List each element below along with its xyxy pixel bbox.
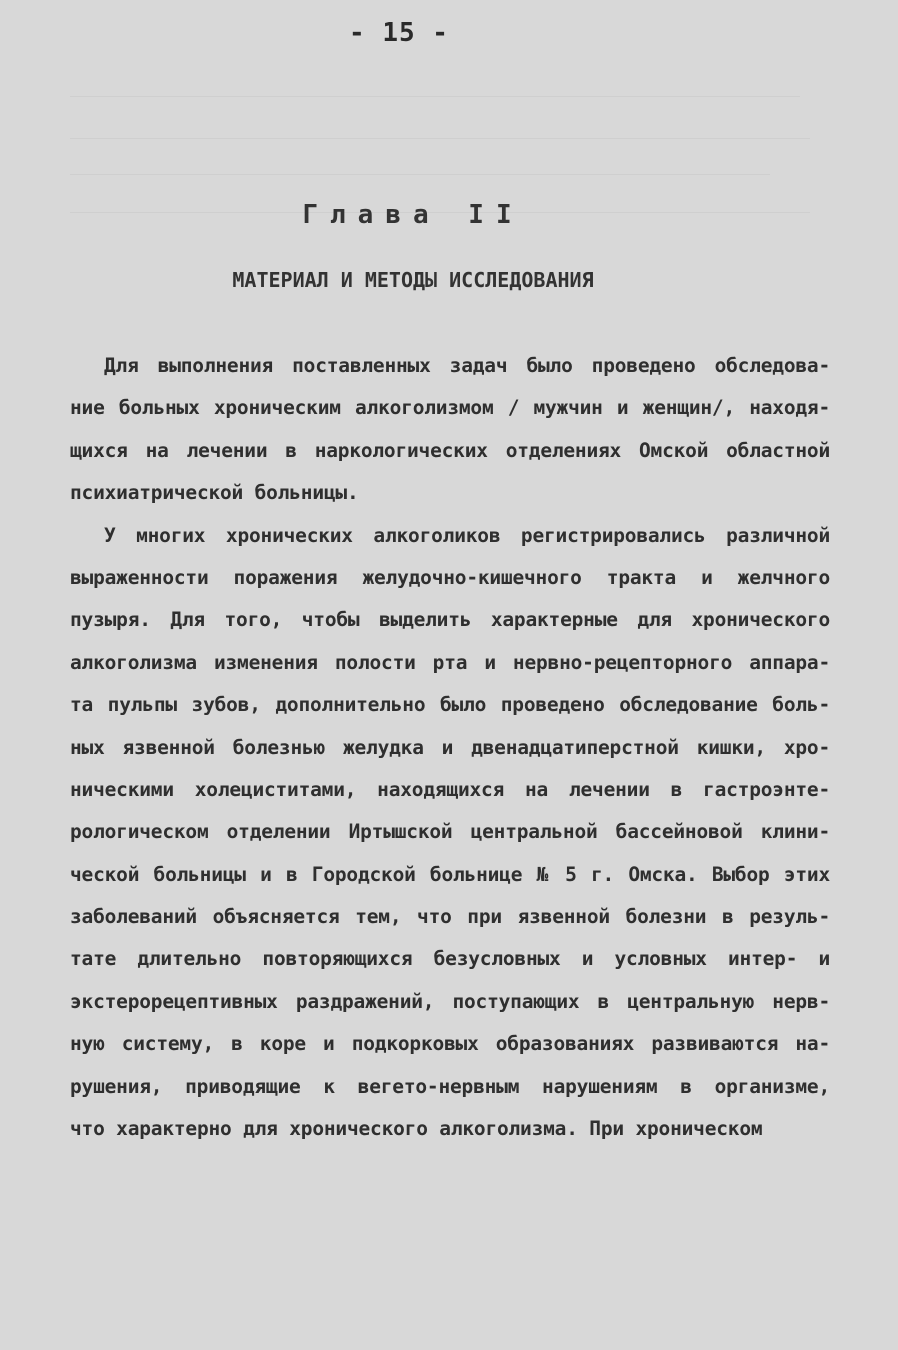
text-line: ническими холециститами, находящихся на лечении в гастроэнте- — [70, 777, 830, 801]
text-line: Для выполнения поставленных задач было проведено обследова- — [104, 354, 830, 377]
text-line: щихся на лечении в наркологических отделениях Омской областной — [70, 438, 830, 462]
text-line: ческой больницы и в Городской больнице № 5 г. Омска. Выбор этих — [70, 862, 830, 886]
text-line: ние больных хроническим алкоголизмом / мужчин и женщин/, находя- — [70, 396, 830, 420]
body-text — [70, 345, 830, 1150]
show-through-line — [70, 138, 810, 139]
text-line: рологическом отделении Иртышской центральной бассейновой клини- — [70, 820, 830, 844]
text-line: та пульпы зубов, дополнительно было проведено обследование боль- — [70, 693, 830, 717]
text-line: рушения, приводящие к вегето-нервным нарушениям в организме, — [70, 1074, 830, 1098]
text-line: ных язвенной болезнью желудка и двенадцатиперстной кишки, хро- — [70, 735, 830, 759]
page-number: - 15 - — [349, 18, 449, 48]
text-line: экстерорецептивных раздражений, поступающих в центральную нерв- — [70, 989, 830, 1013]
text-line: тате длительно повторяющихся безусловных и условных интер- и — [70, 947, 830, 971]
text-line: психиатрической больницы. — [70, 481, 359, 505]
text-line: выраженности поражения желудочно-кишечного тракта и желчного — [70, 565, 830, 589]
text-line: ную систему, в коре и подкорковых образованиях развиваются на- — [70, 1032, 830, 1056]
text-line: У многих хронических алкоголиков регистрировались различной — [104, 523, 830, 547]
text-line: алкоголизма изменения полости рта и нервно-рецепторного аппара- — [70, 650, 830, 674]
text-line: заболеваний объясняется тем, что при язвенной болезни в резуль- — [70, 905, 830, 929]
section-title: МАТЕРИАЛ И МЕТОДЫ ИССЛЕДОВАНИЯ — [232, 268, 594, 292]
text-line: пузыря. Для того, чтобы выделить характерные для хронического — [70, 608, 830, 632]
show-through-line — [70, 96, 800, 97]
text-line: что характерно для хронического алкоголизма. При хроническом — [70, 1117, 763, 1141]
show-through-line — [70, 174, 770, 175]
chapter-heading: Глава II — [302, 200, 524, 230]
